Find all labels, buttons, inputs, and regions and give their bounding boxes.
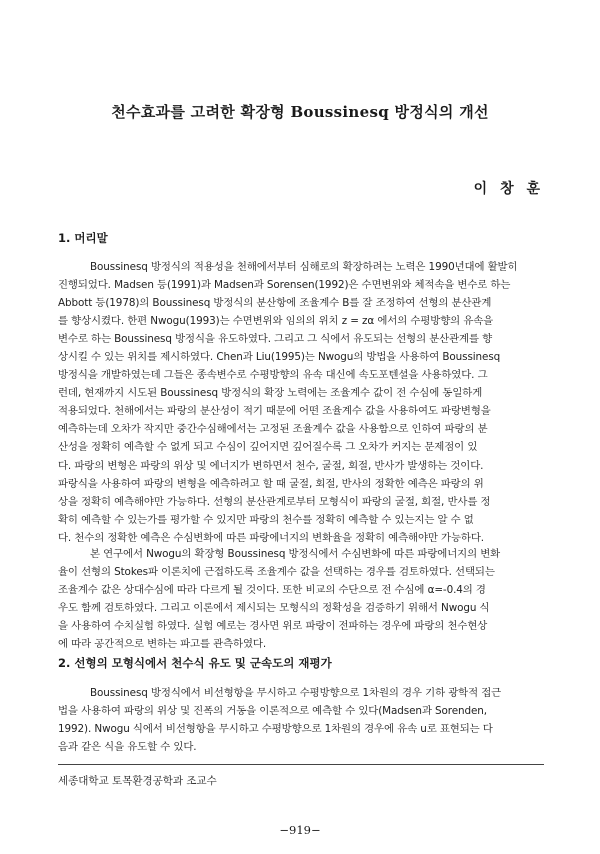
paragraph-shoaling-1: [58, 684, 544, 756]
text-line: 우도 함께 검토하였다. 그리고 이론에서 제시되는 모형식의 정확성을 검증하기 위해서 Nwogu 식: [58, 602, 490, 615]
text-line: 적용되었다. 천해에서는 파랑의 분산성이 적기 때문에 어떤 조율계수 값을 사용하여도 파랑변형을: [58, 405, 491, 418]
text-line: 율이 선형의 Stokes파 이론치에 근접하도록 조율계수 값을 선택하는 경우를 검토하였다. 선택되는: [58, 566, 495, 579]
text-line: 파랑식을 사용하여 파랑의 변형을 예측하려고 할 때 굴절, 회절, 반사의 정확한 예측은 파랑의 위: [58, 477, 484, 490]
text-line: 상을 정확히 예측해야만 가능하다. 선형의 분산관계로부터 모형식이 파랑의 굴절, 회절, 반사를 정: [58, 495, 491, 508]
text-line: 방정식을 개발하였는데 그들은 종속변수로 수평방향의 유속 대신에 속도포텐셜을 사용하였다. 그: [58, 369, 488, 382]
page-number: −919−: [279, 823, 321, 837]
text-line: 다. 천수의 정확한 예측은 수심변화에 따른 파랑에너지의 변화율을 정확히 예측해야만 가능하다.: [58, 531, 484, 544]
text-line: 본 연구에서 Nwogu의 확장형 Boussinesq 방정식에서 수심변화에 따른 파랑에너지의 변화: [90, 548, 501, 560]
text-line: 산성을 정확히 예측할 수 없게 되고 수심이 깊어지면 깊어질수록 그 오차가 커지는 문제점이 있: [58, 441, 478, 454]
paper-title: 천수효과를 고려한 확장형 Boussinesq 방정식의 개선: [111, 103, 489, 121]
text-line: 변수로 하는 Boussinesq 방정식을 유도하였다. 그리고 그 식에서 유도되는 선형의 분산관계를 향: [58, 333, 493, 346]
text-line: 확히 예측할 수 있는가를 평가할 수 있지만 파랑의 천수를 정확히 예측할 수 있는지는 알 수 없: [58, 513, 474, 526]
text-line: 런데, 현재까지 시도된 Boussinesq 방정식의 확장 노력에는 조율계수 값이 전 수심에 동일하게: [58, 387, 483, 400]
section-heading-introduction: 1. 머리말: [58, 231, 108, 245]
text-line: 음과 같은 식을 유도할 수 있다.: [58, 741, 197, 754]
paragraph-intro-1: [58, 258, 544, 547]
paragraph-intro-2: [58, 545, 544, 653]
text-line: 조율계수 값은 상대수심에 따라 다르게 될 것이다. 또한 비교의 수단으로 전 수심에 α=-0.4의 경: [58, 584, 486, 597]
text-line: 상시킬 수 있는 위치를 제시하였다. Chen과 Liu(1995)는 Nwogu의 방법을 사용하여 Boussinesq: [58, 351, 501, 364]
text-line: 예측하는데 오차가 작지만 중간수심해에서는 고정된 조율계수 값을 사용함으로 인하여 파랑의 분: [58, 423, 488, 436]
text-line: 에 따라 공간적으로 변하는 파고를 관측하였다.: [58, 638, 267, 651]
author-name: 이 창 훈: [473, 181, 544, 197]
footnote-divider: [58, 764, 544, 765]
text-line: 진행되었다. Madsen 등(1991)과 Madsen과 Sorensen(1992)은 수면변위와 체적속을 변수로 하는: [58, 279, 511, 292]
text-line: 1992). Nwogu 식에서 비선형항을 무시하고 수평방향으로 1차원의 경우에 유속 u로 표현되는 다: [58, 723, 493, 736]
text-line: 법을 사용하여 파랑의 위상 및 진폭의 거동을 이론적으로 예측할 수 있다(Madsen과 Sorenden,: [58, 705, 487, 718]
text-line: Abbott 등(1978)의 Boussinesq 방정식의 분산항에 조율계수 B를 잘 조정하여 선형의 분산관계: [58, 297, 492, 310]
text-line: 를 향상시켰다. 한편 Nwogu(1993)는 수면변위와 임의의 위치 z = zα 에서의 수평방향의 유속을: [58, 315, 494, 328]
text-line: 다. 파랑의 변형은 파랑의 위상 및 에너지가 변하면서 천수, 굴절, 회절, 반사가 발생하는 것이다.: [58, 459, 484, 472]
text-line: Boussinesq 방정식의 적용성을 천해에서부터 심해로의 확장하려는 노력은 1990년대에 활발히: [90, 261, 518, 273]
author-affiliation-footnote: 세종대학교 토목환경공학과 조교수: [58, 775, 217, 787]
section-heading-shoaling: 2. 선형의 모형식에서 천수식 유도 및 군속도의 재평가: [58, 656, 332, 670]
text-line: Boussinesq 방정식에서 비선형항을 무시하고 수평방향으로 1차원의 경우 기하 광학적 접근: [90, 687, 502, 699]
text-line: 을 사용하여 수치실험 하였다. 실험 예로는 경사면 위로 파랑이 전파하는 경우에 파랑의 천수현상: [58, 620, 488, 633]
